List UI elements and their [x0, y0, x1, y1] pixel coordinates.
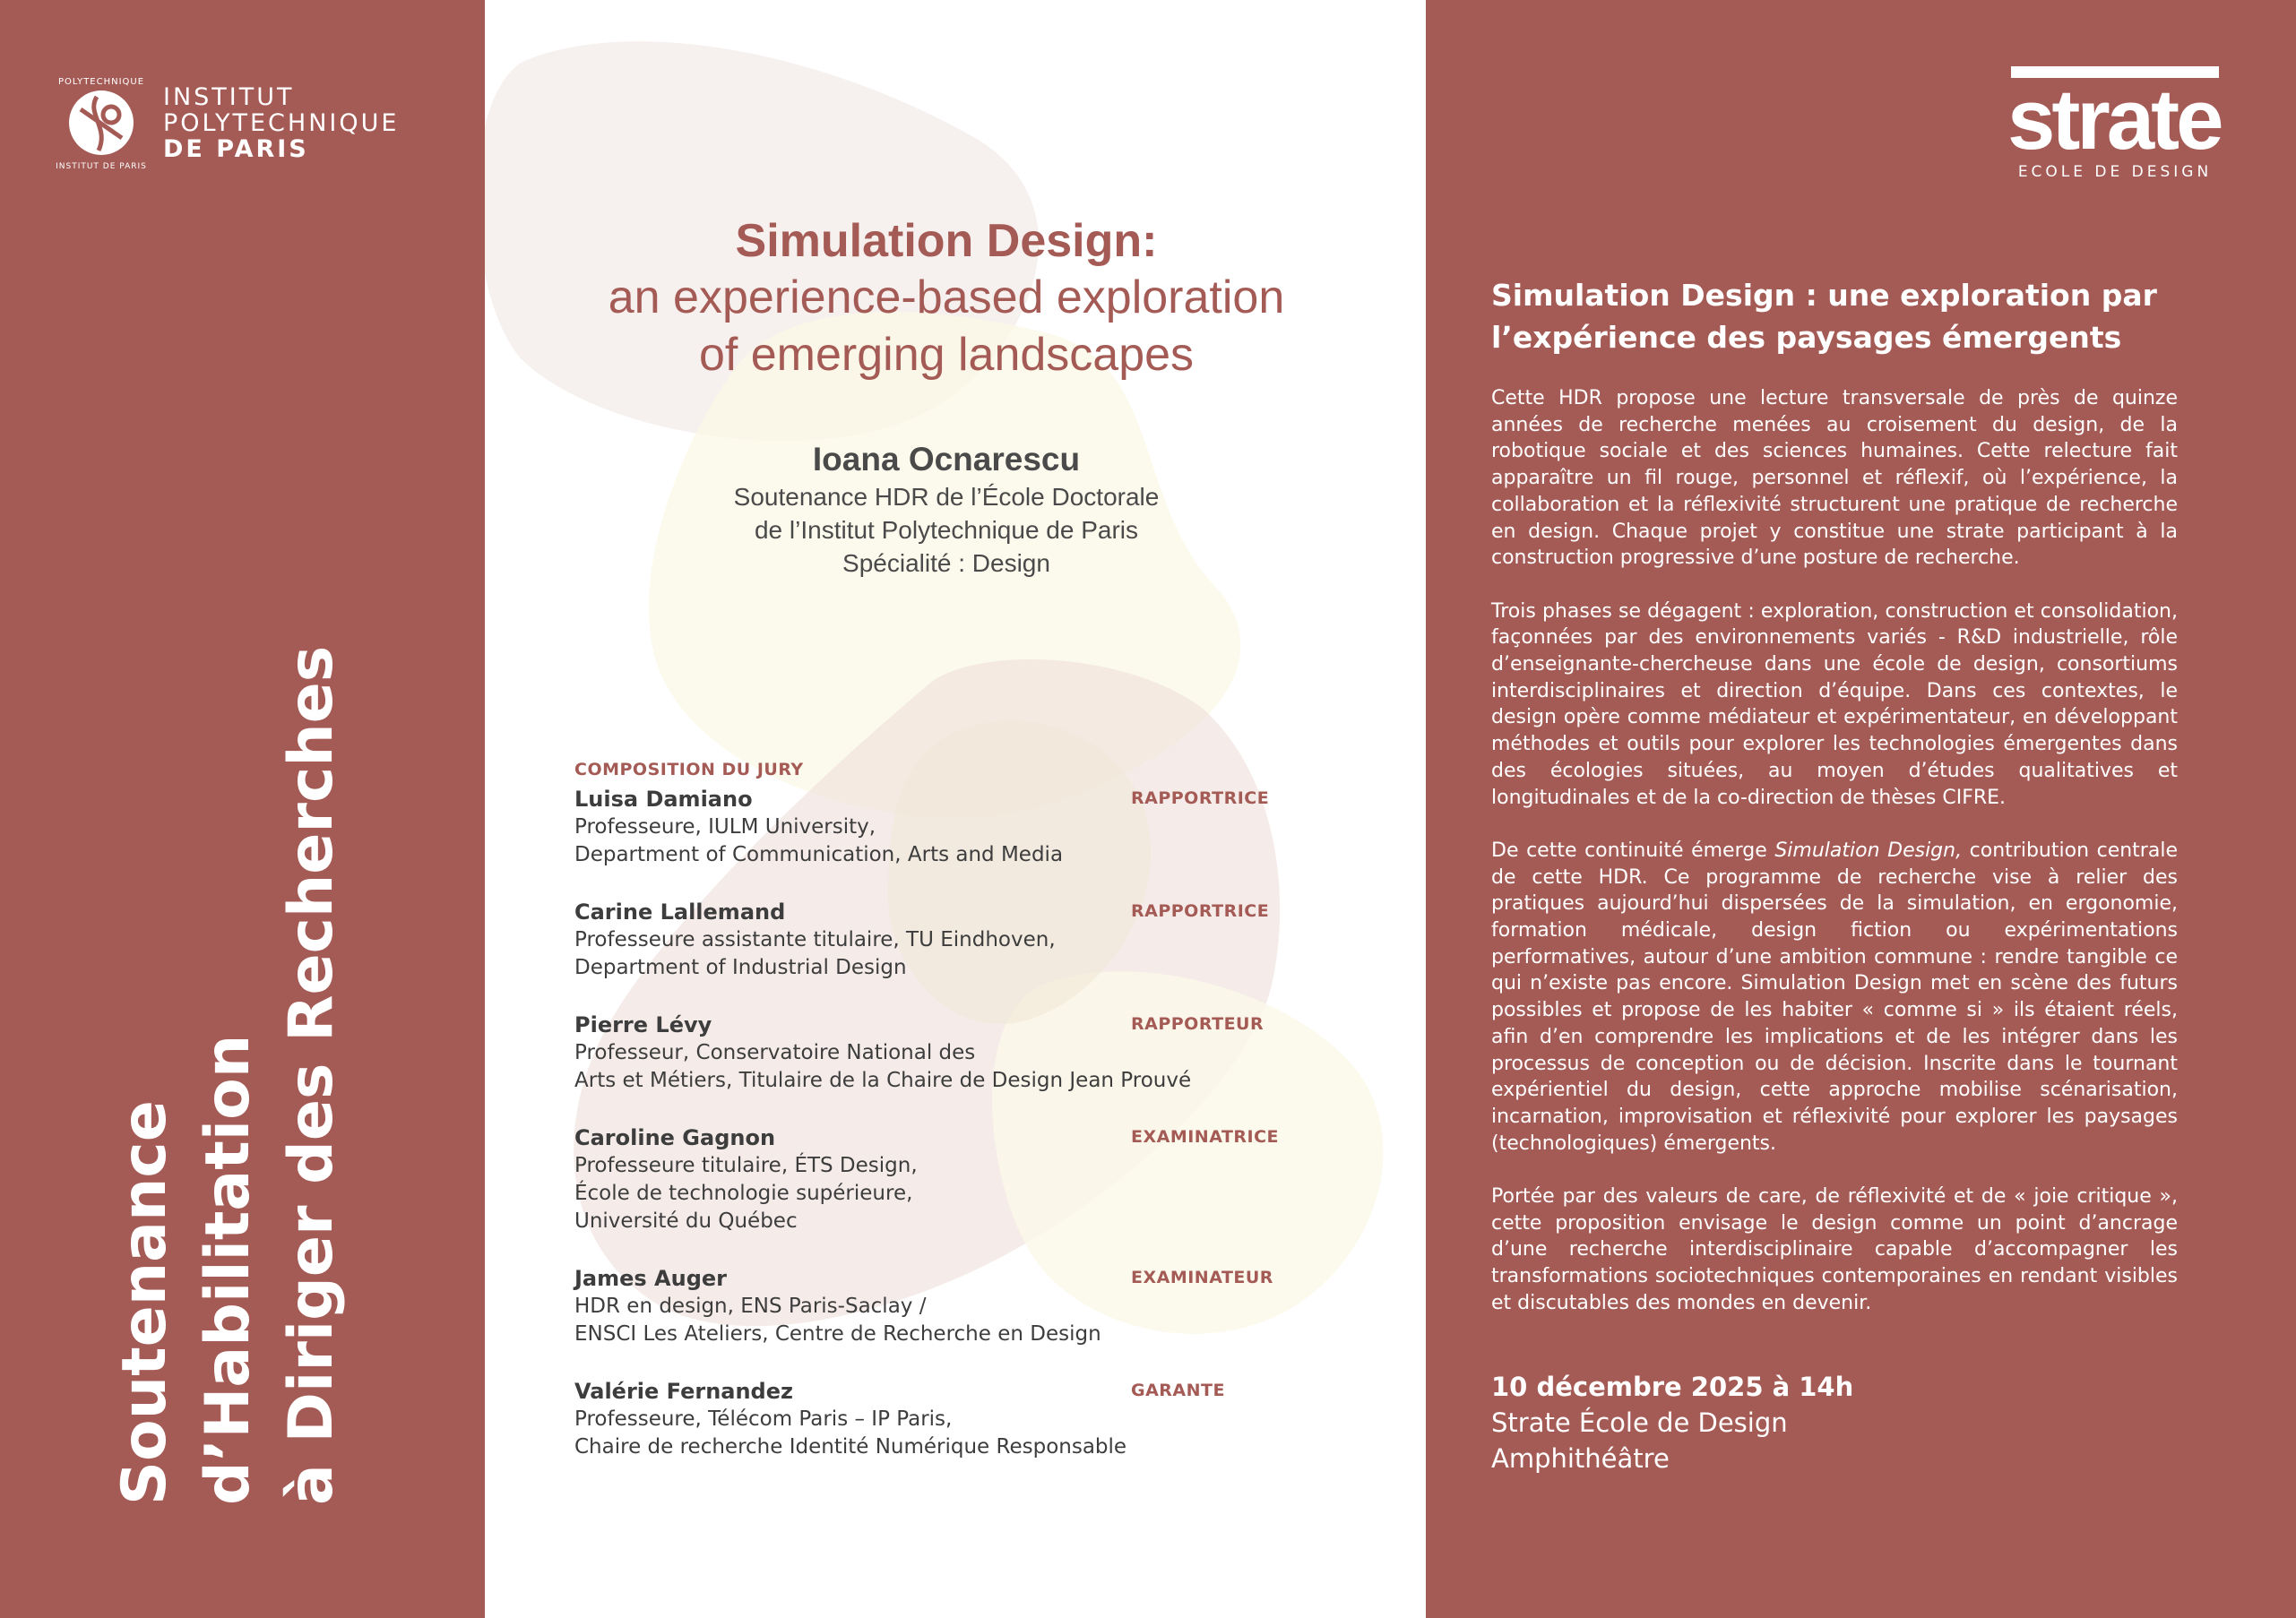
main-title-line-1: Simulation Design: [735, 215, 1158, 267]
main-title-line-3: of emerging landscapes [698, 329, 1195, 381]
main-title [485, 213, 1408, 383]
author-name: Ioana Ocnarescu [812, 441, 1081, 478]
ipp-logo [52, 73, 446, 172]
jury-member-name: Valérie Fernandez [574, 1379, 793, 1404]
jury-member-affiliation: ENSCI Les Ateliers, Centre de Recherche en Design [574, 1322, 1101, 1346]
jury-member-role: EXAMINATEUR [1131, 1268, 1273, 1287]
jury-member [574, 1264, 1345, 1348]
vertical-title-line-3: à Diriger des Recherches [276, 645, 347, 1505]
abstract-paragraph-4: Portée par des valeurs de care, de réflexivité et de « joie critique », cette proposition envisage le design comme un point d’ancrage d’une recherche interdisciplinaire capable d’accompagner les transformations sociotechniques contemporaines en rendant visibles et discutables des mondes en devenir. [1491, 1185, 2178, 1314]
ipp-line-3: DE PARIS [163, 135, 309, 163]
ipp-seal-text-top: POLYTECHNIQUE [57, 77, 145, 87]
jury-member-name: James Auger [574, 1266, 728, 1291]
jury-member-name: Carine Lallemand [574, 899, 786, 925]
event-info [1491, 1369, 2172, 1476]
jury-member [574, 1377, 1345, 1461]
jury-member-name: Pierre Lévy [574, 1012, 712, 1037]
jury-section [574, 760, 1345, 1490]
abstract-paragraph-3-emphasis: Simulation Design, [1774, 839, 1963, 862]
french-title-line-2: l’expérience des paysages émergents [1491, 320, 2122, 355]
ipp-seal-text-bottom: INSTITUT DE PARIS [56, 162, 147, 171]
jury-member [574, 898, 1345, 982]
event-place: Strate École de Design [1491, 1407, 1788, 1438]
event-date: 10 décembre 2025 à 14h [1491, 1372, 1854, 1402]
strate-logo-word: strate [2007, 72, 2221, 168]
author-line-3: Spécialité : Design [842, 549, 1050, 577]
main-title-line-2: an experience-based exploration [608, 271, 1285, 323]
jury-member-role: GARANTE [1131, 1381, 1225, 1400]
abstract-paragraph-2: Trois phases se dégagent : exploration, construction et consolidation, façonnées par des environnements variés - R&D industrielle, rôle d’enseignante-chercheuse dans une école de design, consortiums interdisciplinaires et direction d’équipe. Dans ces contextes, le design opère comme médiateur et expérimentateur, en développant méthodes et outils pour explorer les technologies émergentes dans des écologies situées, au moyen d’études qualitatives et longitudinales et de la co-direction de thèses CIFRE. [1491, 599, 2178, 809]
jury-member-affiliation: Department of Industrial Design [574, 956, 907, 979]
jury-member-affiliation: Professeure titulaire, ÉTS Design, [574, 1154, 918, 1177]
jury-member [574, 1123, 1345, 1235]
author-line-2: de l’Institut Polytechnique de Paris [754, 516, 1139, 544]
ipp-line-1: INSTITUT [163, 83, 295, 111]
ipp-line-2: POLYTECHNIQUE [163, 109, 400, 137]
jury-member-affiliation: Professeure assistante titulaire, TU Eindhoven, [574, 928, 1056, 951]
jury-member-affiliation: Professeure, Télécom Paris – IP Paris, [574, 1407, 953, 1431]
strate-logo [2007, 66, 2221, 183]
jury-member-role: RAPPORTRICE [1131, 901, 1270, 921]
vertical-title-line-2: d’Habilitation [193, 1034, 263, 1505]
jury-heading: COMPOSITION DU JURY [574, 760, 804, 779]
jury-member [574, 1011, 1345, 1095]
jury-member-role: RAPPORTRICE [1131, 788, 1270, 808]
french-title-line-1: Simulation Design : une exploration par [1491, 278, 2157, 313]
abstract-paragraph-3-end: contribution centrale de cette HDR. Ce programme de recherche vise à relier des pratiques aujourd’hui dispersées de la simulation, en ergonomie, formation médicale, design fiction ou expérimentations performatives, autour d’une ambition commune : rendre tangible ce qui n’existe pas encore. Simulation Design met en scène des futurs possibles et propose de les habiter « comme si » ils étaient réels, afin d’en comprendre les implications et de les intégrer dans les processus de conception ou de décision. Inscrite dans le tournant expérientiel du design, cette approche mobilise scénarisation, incarnation, improvisation et réflexivité pour explorer les paysages (technologiques) émergents. [1491, 839, 2178, 1155]
jury-member-affiliation: Professeure, IULM University, [574, 815, 876, 839]
jury-member-affiliation: Université du Québec [574, 1209, 798, 1233]
jury-member-role: EXAMINATRICE [1131, 1127, 1280, 1147]
center-panel [485, 0, 1426, 1618]
jury-member-affiliation: Department of Communication, Arts and Media [574, 843, 1064, 866]
jury-member-affiliation: Chaire de recherche Identité Numérique Responsable [574, 1435, 1127, 1459]
right-band [1426, 0, 2296, 1618]
abstract-paragraph-1: Cette HDR propose une lecture transversale de près de quinze années de recherche menées au croisement du design, de la robotique sociale et des sciences humaines. Cette relecture fait apparaître un fil rouge, personnel et réflexif, où l’expérience, la collaboration et la réflexivité structurent une pratique de recherche en design. Chaque projet y constitue une strate participant à la construction progressive d’une posture de recherche. [1491, 387, 2178, 570]
jury-member-name: Caroline Gagnon [574, 1125, 776, 1150]
event-room: Amphithéâtre [1491, 1443, 1670, 1474]
ipp-seal-icon [52, 73, 151, 172]
left-band [0, 0, 485, 1618]
jury-member-affiliation: HDR en design, ENS Paris-Saclay / [574, 1295, 927, 1318]
abstract-paragraph-3-start: De cette continuité émerge [1491, 839, 1775, 862]
jury-member-affiliation: Professeur, Conservatoire National des [574, 1041, 976, 1064]
ipp-wordmark [163, 84, 399, 162]
strate-logo-subtitle: ECOLE DE DESIGN [2017, 163, 2213, 181]
jury-member-name: Luisa Damiano [574, 787, 753, 812]
author-line-1: Soutenance HDR de l’École Doctorale [733, 483, 1160, 511]
jury-member-affiliation: Arts et Métiers, Titulaire de la Chaire de Design Jean Prouvé [574, 1069, 1192, 1092]
jury-member-affiliation: École de technologie supérieure, [574, 1182, 913, 1205]
french-title [1491, 274, 2190, 358]
vertical-title-line-1: Soutenance [109, 1100, 180, 1505]
jury-member [574, 785, 1345, 869]
author-block [485, 439, 1408, 580]
french-abstract [1491, 385, 2178, 1317]
vertical-title [103, 646, 353, 1505]
abstract-paragraph-3 [1491, 838, 2178, 1157]
jury-member-role: RAPPORTEUR [1131, 1014, 1265, 1034]
